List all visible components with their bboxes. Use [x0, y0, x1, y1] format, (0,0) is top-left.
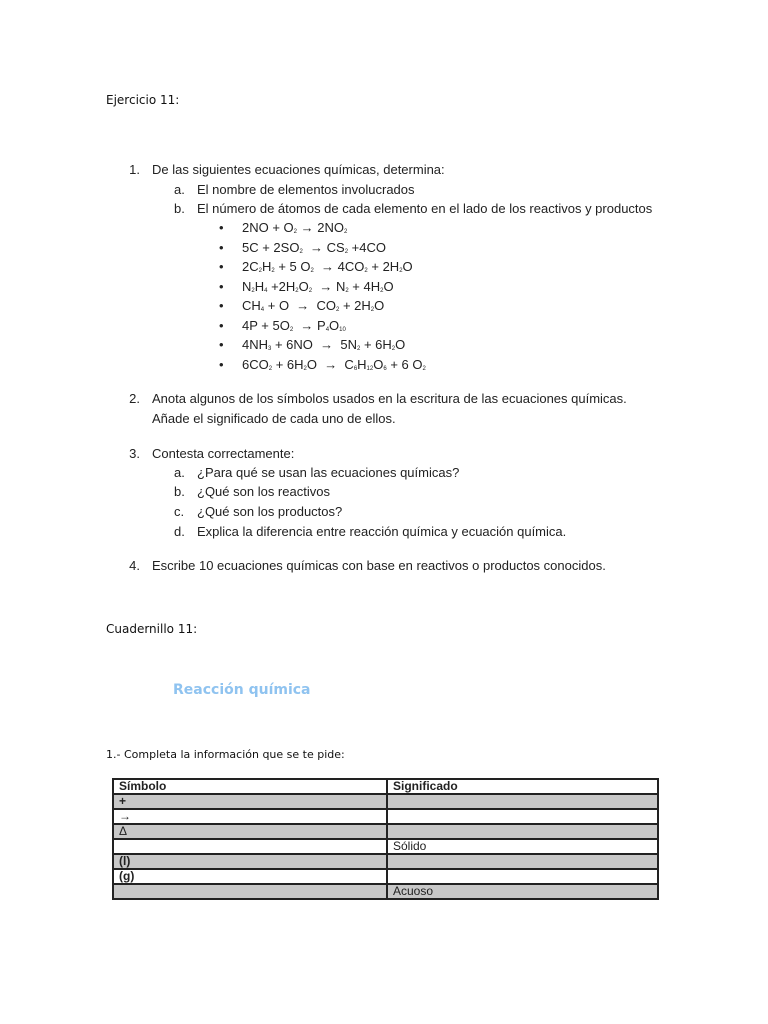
equation-item: $4P + 5O_2 \to P_4O_{10}$	[242, 317, 346, 333]
q3b-letter: b.	[174, 484, 185, 499]
q3c-text: ¿Qué son los productos?	[197, 504, 343, 519]
equation-item: $6CO_2 + 6H_2O \to C_6H_{12}O_6 + 6$ $O_2$	[242, 356, 426, 372]
header-simbolo: Símbolo	[113, 779, 387, 794]
meaning-cell[interactable]: Acuoso	[387, 884, 658, 899]
symbol-cell[interactable]: (l)	[113, 854, 387, 869]
symbol-cell[interactable]	[113, 884, 387, 899]
q2-line2: Añade el significado de cada uno de ellos.	[152, 411, 396, 426]
meaning-cell[interactable]	[387, 869, 658, 884]
q3c-letter: c.	[174, 504, 185, 519]
meaning-cell[interactable]	[387, 824, 658, 839]
table-row	[113, 839, 658, 854]
meaning-cell[interactable]	[387, 854, 658, 869]
symbols-table	[112, 778, 659, 900]
table-row	[113, 824, 658, 839]
q3a-letter: a.	[174, 465, 185, 480]
symbol-cell[interactable]: (g)	[113, 869, 387, 884]
symbol-cell[interactable]: +	[113, 794, 387, 809]
table-row	[113, 884, 658, 899]
q2-line1: Anota algunos de los símbolos usados en la escritura de las ecuaciones químicas.	[152, 391, 627, 406]
q1b-text: El número de átomos de cada elemento en el lado de los reactivos y productos	[197, 201, 653, 216]
table-row	[113, 854, 658, 869]
q3-number: 3.	[129, 446, 140, 461]
bullet-icon: •	[219, 220, 224, 235]
meaning-cell[interactable]	[387, 809, 658, 824]
bullet-icon: •	[219, 337, 224, 352]
instruction-text: 1.- Completa la información que se te pide:	[106, 748, 345, 761]
equation-item: $2NO + O_2 \to 2NO_2$	[242, 220, 348, 235]
q3-text: Contesta correctamente:	[152, 446, 295, 461]
symbol-cell[interactable]: →	[113, 809, 387, 824]
q3a-text: ¿Para qué se usan las ecuaciones químicas?	[197, 465, 460, 480]
equation-item: $CH_4 + O \to CO_2 + 2H_2O$	[242, 298, 385, 313]
cuadernillo-title: Cuadernillo 11:	[106, 622, 198, 636]
ejercicio-title: Ejercicio 11:	[106, 93, 180, 107]
meaning-cell[interactable]	[387, 794, 658, 809]
q1-number: 1.	[129, 162, 140, 177]
q1b-letter: b.	[174, 201, 185, 216]
equation-item: $4NH_3 + 6NO \to 5N_2 + 6H_2O$	[242, 337, 406, 352]
table-row	[113, 869, 658, 884]
equation-item: $N_2H_4 +2H_2O_2 \to N_2 + 4H_2O$	[242, 278, 394, 294]
bullet-icon: •	[219, 356, 224, 372]
bullet-icon: •	[219, 259, 224, 274]
q1a-letter: a.	[174, 182, 185, 197]
symbol-cell[interactable]: Δ	[113, 824, 387, 839]
q4-number: 4.	[129, 558, 140, 573]
equation-item: $5C + 2SO_2 \to CS_2 +4CO$	[242, 239, 386, 255]
q3d-text: Explica la diferencia entre reacción química y ecuación química.	[197, 524, 567, 539]
equation-item: $2C_2H_2 + 5$ $O_2 \to 4CO_2 + 2H_2O$	[242, 259, 413, 274]
symbol-cell[interactable]	[113, 839, 387, 854]
q4-text: Escribe 10 ecuaciones químicas con base en reactivos o productos conocidos.	[152, 558, 606, 573]
q3b-text: ¿Qué son los reactivos	[197, 484, 330, 499]
section-title: Reacción química	[173, 682, 311, 698]
bullet-icon: •	[219, 278, 224, 294]
q2-number: 2.	[129, 391, 140, 406]
header-significado: Significado	[387, 779, 658, 794]
meaning-cell[interactable]: Sólido	[387, 839, 658, 854]
table-row	[113, 809, 658, 824]
bullet-icon: •	[219, 298, 224, 313]
q3d-letter: d.	[174, 524, 185, 539]
bullet-icon: •	[219, 317, 224, 333]
q1-text: De las siguientes ecuaciones químicas, determina:	[152, 162, 445, 177]
table-header-row	[113, 779, 658, 794]
table-row	[113, 794, 658, 809]
q1a-text: El nombre de elementos involucrados	[197, 182, 415, 197]
bullet-icon: •	[219, 239, 224, 255]
